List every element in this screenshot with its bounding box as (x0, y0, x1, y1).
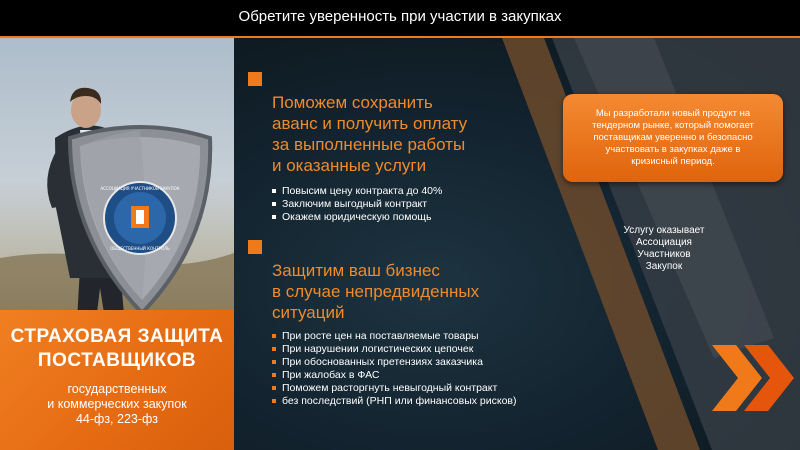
callout-line: поставщикам уверенно и безопасно (593, 132, 753, 143)
list-item: Повысим цену контракта до 40% (272, 185, 442, 198)
emblem-text-top: АССОЦИАЦИЯ УЧАСТНИКОВ ЗАКУПОК (100, 186, 180, 191)
callout-line: кризисный период. (631, 156, 715, 167)
list-item: При жалобах в ФАС (272, 369, 517, 382)
section2-headline-line: Защитим ваш бизнес (272, 261, 440, 280)
association-line: Участников (637, 249, 691, 260)
list-item: Поможем расторгнуть невыгодный контракт (272, 382, 517, 395)
callout-line: участвовать в закупках даже в (605, 144, 741, 155)
callout-bubble (563, 94, 783, 182)
section2-headline-line: ситуаций (272, 303, 345, 322)
list-item: При нарушении логистических цепочек (272, 343, 517, 356)
section2-bullets (272, 330, 517, 408)
list-item: Окажем юридическую помощь (272, 211, 442, 224)
association-credit (604, 225, 724, 273)
section1-headline (272, 92, 467, 176)
callout-text (573, 108, 773, 168)
section1-headline-line: и оказанные услуги (272, 156, 427, 175)
emblem-text-bottom: ОБЩЕСТВЕННЫЙ КОНТРОЛЬ (110, 246, 170, 251)
title-box (0, 310, 234, 450)
list-item: При обоснованных претензиях заказчика (272, 356, 517, 369)
section1-headline-line: аванс и получить оплату (272, 114, 468, 133)
header-bar (0, 0, 800, 36)
section1-headline-line: за выполненные работы (272, 135, 466, 154)
association-line: Услугу оказывает (623, 225, 705, 236)
section2-marker (248, 240, 262, 254)
subtitle-line-2: и коммерческих закупок (47, 397, 187, 411)
section1-marker (248, 72, 262, 86)
section1-headline-line: Поможем сохранить (272, 93, 433, 112)
list-item-continuation: без последствий (РНП или финансовых рисков) (272, 395, 517, 408)
association-line: Ассоциация (636, 237, 692, 248)
subtitle-line-3: 44-фз, 223-фз (75, 412, 159, 426)
list-item: При росте цен на поставляемые товары (272, 330, 517, 343)
subtitle-line-1: государственных (67, 382, 167, 396)
page-title: Обретите уверенность при участии в закупках (238, 8, 562, 25)
association-line: Закупок (645, 261, 683, 272)
callout-line: тендерном рынке, который помогает (592, 120, 754, 131)
section2-headline (272, 260, 479, 323)
title-line-2: ПОСТАВЩИКОВ (37, 350, 197, 371)
section2-headline-line: в случае непредвиденных (272, 282, 480, 301)
title-line-1: СТРАХОВАЯ ЗАЩИТА (10, 326, 224, 347)
callout-line: Мы разработали новый продукт на (595, 108, 751, 119)
list-item: Заключим выгодный контракт (272, 198, 442, 211)
section1-bullets (272, 185, 442, 224)
